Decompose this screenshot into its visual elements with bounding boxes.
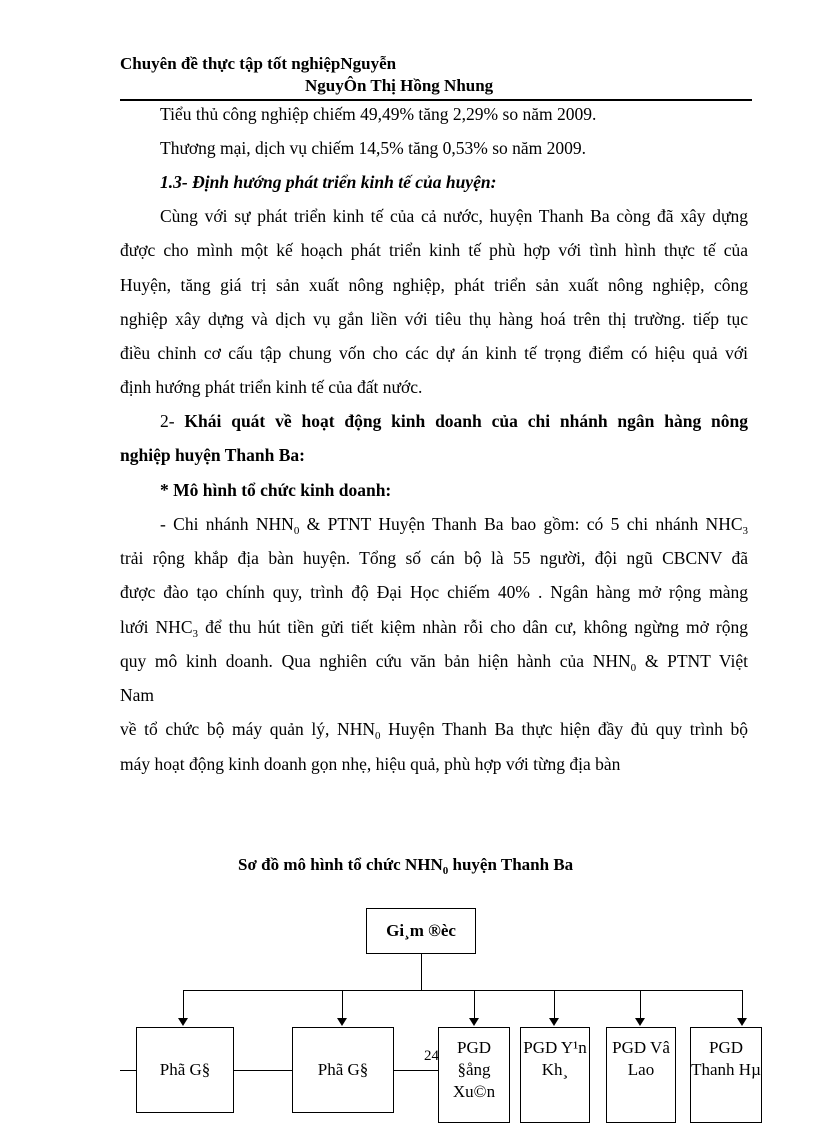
arrow-down-icon <box>737 1018 747 1026</box>
section-heading-2-line1 <box>160 411 748 431</box>
drop-line <box>183 990 184 1018</box>
paragraph-line: máy hoạt động kinh doanh gọn nhẹ, hiệu quả, phù hợp với từng địa bàn <box>120 754 621 774</box>
section-heading-2-line2: nghiệp huyện Thanh Ba: <box>120 445 305 465</box>
arrow-down-icon <box>469 1018 479 1026</box>
paragraph-line: định hướng phát triển kinh tế của đất nước. <box>120 377 423 397</box>
paragraph-line: được cho mình một kế hoạch phát triển kinh tế phù hợp với tình hình thực tế của <box>120 240 748 260</box>
section-heading-1-3: 1.3- Định hướng phát triển kinh tế của huyện: <box>160 172 497 192</box>
paragraph-line: điều chỉnh cơ cấu tập chung vốn cho các dự án kinh tế trọng điểm có hiệu quả với <box>120 343 748 363</box>
paragraph-line: lưới $NHC_3$ để thu hút tiền gửi tiết kiệm nhàn rỗi cho dân cư, không ngừng mở rộng <box>120 617 748 640</box>
arrow-down-icon <box>549 1018 559 1026</box>
paragraph-line: về tổ chức bộ máy quản lý, $NHN_0$ Huyện Thanh Ba thực hiện đầy đủ quy trình bộ <box>120 719 748 742</box>
side-connector <box>120 1070 136 1071</box>
deputy-director-box: Phã G§ <box>292 1027 394 1113</box>
paragraph-line: nghiệp xây dựng và dịch vụ gắn liền với tiêu thụ hàng hoá trên thị trường. tiếp tục <box>120 309 748 329</box>
drop-line <box>474 990 475 1018</box>
director-box: Gi¸m ®èc <box>366 908 476 954</box>
page-number: 24 <box>424 1048 439 1064</box>
side-connector <box>394 1070 438 1071</box>
paragraph-line: Nam <box>120 685 155 705</box>
drop-line <box>640 990 641 1018</box>
paragraph-trade: Thương mại, dịch vụ chiếm 14,5% tăng 0,53% so năm 2009. <box>160 138 587 158</box>
arrow-down-icon <box>635 1018 645 1026</box>
paragraph-line: Huyện, tăng giá trị sản xuất nông nghiệp, phát triển sản xuất nông nghiệp, công <box>120 275 748 295</box>
header-title-line1: Chuyên đề thực tập tốt nghiệpNguyễn <box>120 54 397 73</box>
horizontal-connector <box>183 990 742 991</box>
arrow-down-icon <box>337 1018 347 1026</box>
header-rule <box>120 99 752 101</box>
drop-line <box>742 990 743 1018</box>
section-heading-2-text: Khái quát về hoạt động kinh doanh của chi nhánh ngân hàng nông <box>184 411 748 431</box>
paragraph-line: - Chi nhánh $NHN_0$ & PTNT Huyện Thanh Ba bao gồm: có 5 chi nhánh $NHC_3$ <box>160 514 748 537</box>
paragraph-line: trải rộng khắp địa bàn huyện. Tổng số cán bộ là 55 người, đội ngũ CBCNV đã <box>120 548 748 568</box>
deputy-director-box: Phã G§ <box>136 1027 234 1113</box>
section-heading-2-prefix: 2- <box>160 411 185 431</box>
diagram-title: Sơ đồ mô hình tổ chức $NHN_0$ huyện Thanh Ba <box>238 855 574 877</box>
paragraph-line: Cùng với sự phát triển kinh tế của cả nước, huyện Thanh Ba còng đã xây dựng <box>160 206 748 226</box>
drop-line <box>342 990 343 1018</box>
branch-box-dong-xuan: PGD §ång Xu©n <box>438 1027 510 1123</box>
header-title-line2: NguyÔn Thị Hồng Nhung <box>305 76 494 95</box>
paragraph-industry: Tiểu thủ công nghiệp chiếm 49,49% tăng 2,29% so năm 2009. <box>160 104 597 124</box>
drop-line <box>554 990 555 1018</box>
paragraph-line: quy mô kinh doanh. Qua nghiên cứu văn bản hiện hành của $NHN_0$ & PTNT Việt <box>120 651 748 674</box>
paragraph-line: được đào tạo chính quy, trình độ Đại Học chiếm 40% . Ngân hàng mở rộng màng <box>120 582 748 602</box>
branch-box-thanh-ha: PGD Thanh Hµ <box>690 1027 762 1123</box>
director-connector <box>421 954 422 990</box>
arrow-down-icon <box>178 1018 188 1026</box>
branch-box-vo-lao: PGD Vâ Lao <box>606 1027 676 1123</box>
branch-box-yen-kha: PGD Y¹n Kh¸ <box>520 1027 590 1123</box>
subheading-business-model: * Mô hình tổ chức kinh doanh: <box>160 480 392 500</box>
side-connector <box>234 1070 292 1071</box>
